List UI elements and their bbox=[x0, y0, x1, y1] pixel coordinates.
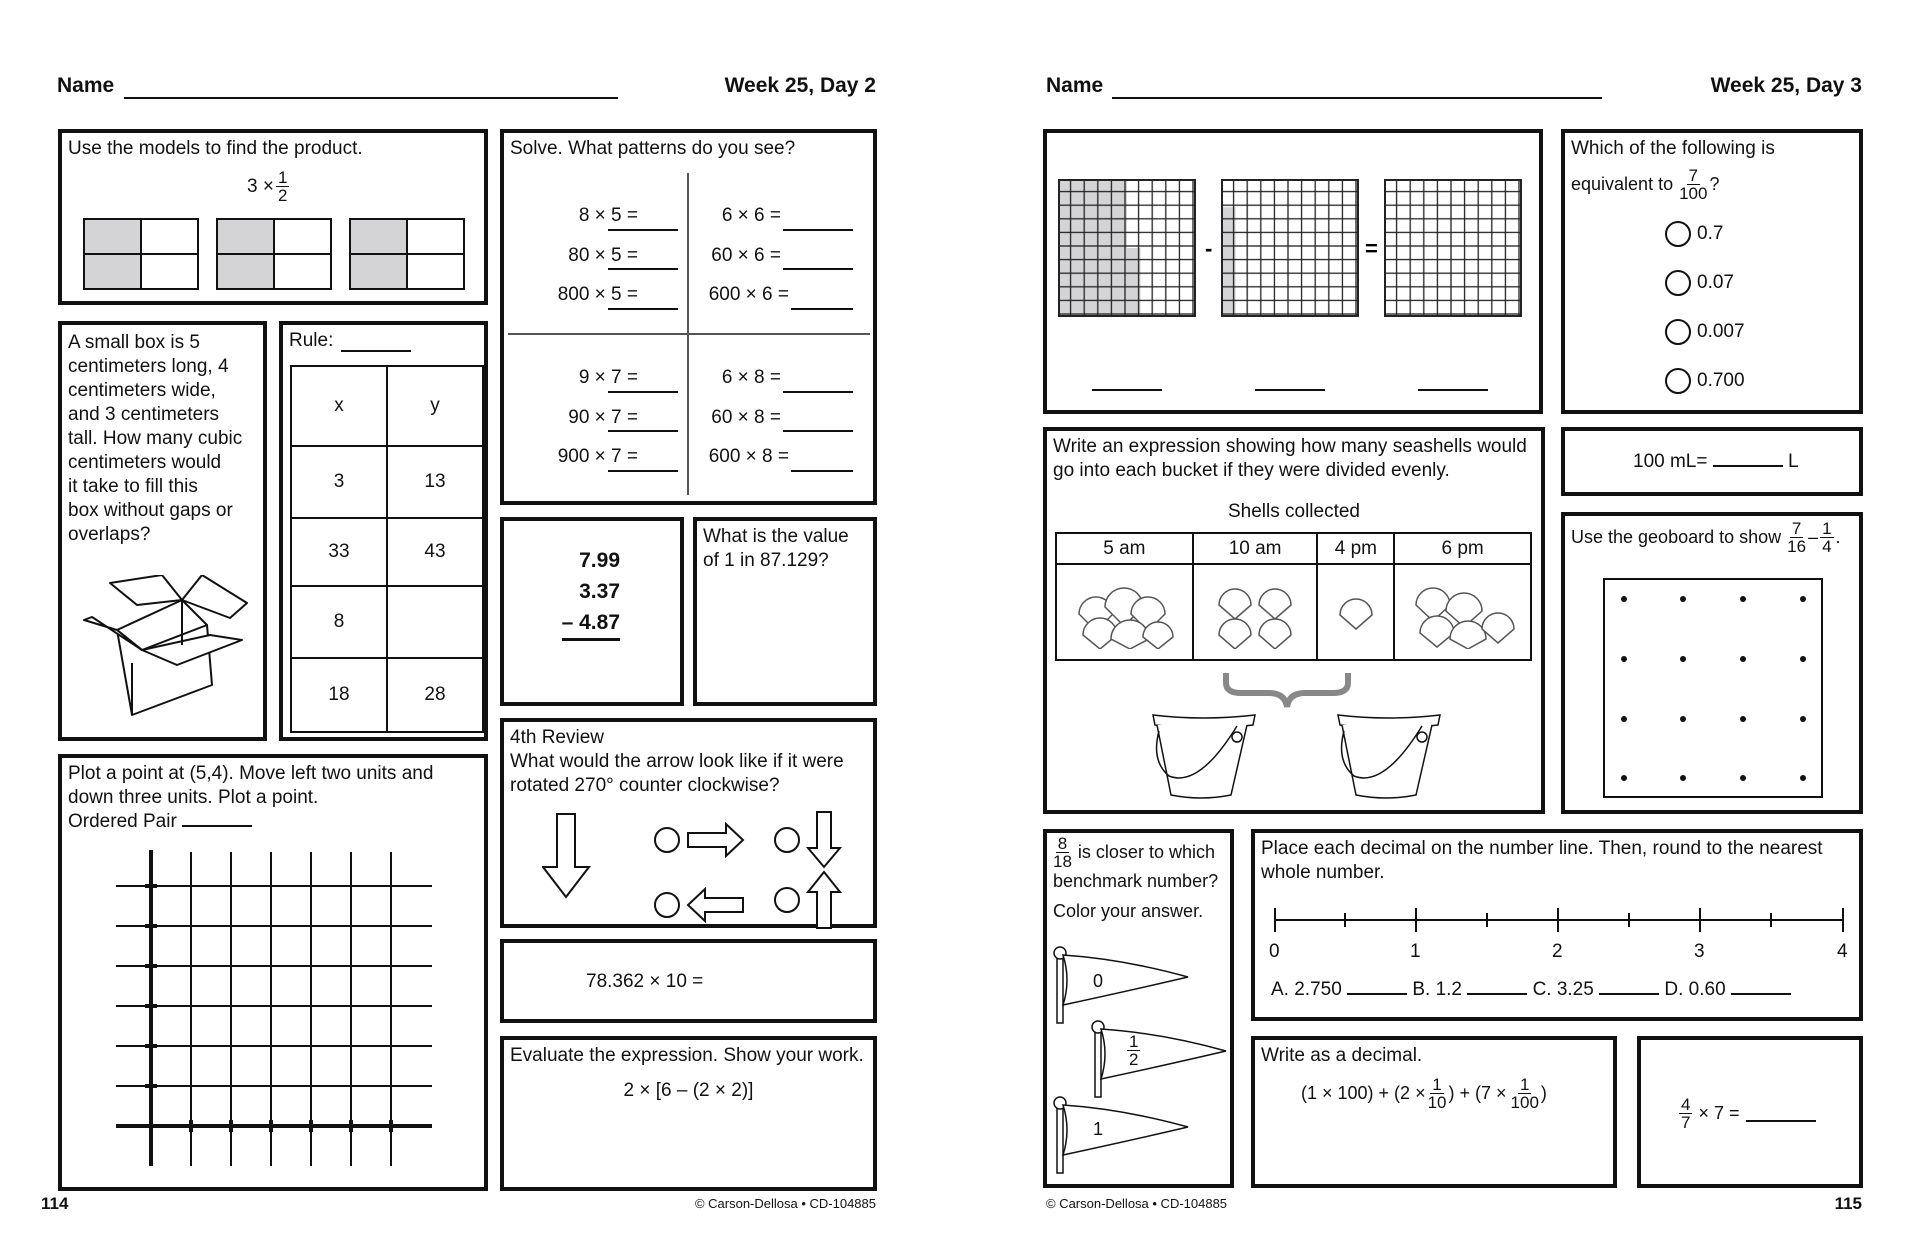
shells-cell-6pm bbox=[1394, 564, 1531, 660]
column-header: 10 am bbox=[1193, 533, 1318, 564]
option-0-007[interactable]: 0.007 bbox=[1665, 319, 1745, 345]
equation: 9 × 7 = bbox=[578, 367, 638, 388]
answer-blank[interactable] bbox=[608, 469, 678, 472]
pennant-flag-icon bbox=[1051, 1095, 1191, 1175]
number-line-prompt: Place each decimal on the number line. Then, round to the nearest whole number. bbox=[1261, 838, 1823, 883]
expanded-form-problem bbox=[1251, 1036, 1617, 1188]
answer-blank[interactable] bbox=[783, 390, 853, 393]
expr-whole: 3 × bbox=[247, 175, 274, 197]
radio-button[interactable] bbox=[654, 827, 680, 853]
pennant-0[interactable] bbox=[1051, 945, 1191, 1030]
conversion-blank[interactable] bbox=[1713, 464, 1783, 467]
equals-sign: = bbox=[1365, 236, 1378, 261]
equation: 6 × 6 = bbox=[721, 205, 781, 226]
decimal-subtraction-problem bbox=[500, 517, 684, 706]
radio-button[interactable] bbox=[774, 887, 800, 913]
tick-label: 0 bbox=[1269, 941, 1280, 962]
option-arrow-up[interactable] bbox=[774, 870, 842, 930]
equation: 60 × 6 = bbox=[711, 245, 781, 266]
expanded-expression: (1 × 100) + (2 × $\frac{1}{10}$ ) + (7 × $\frac{1}{100}$ ) bbox=[1301, 1075, 1547, 1112]
grid-3 bbox=[1385, 180, 1521, 316]
benchmark-instruction: Color your answer. bbox=[1053, 901, 1204, 921]
equation: 800 × 5 = bbox=[557, 284, 638, 305]
column-header: 5 am bbox=[1056, 533, 1193, 564]
column-header: 4 pm bbox=[1317, 533, 1394, 564]
ordered-pair-blank[interactable] bbox=[182, 824, 252, 827]
table-cell: 18 bbox=[291, 658, 387, 732]
equivalent-prompt-line2: equivalent to $\frac{7}{100}$ ? bbox=[1571, 166, 1720, 203]
table-cell: 33 bbox=[291, 518, 387, 586]
conversion-expression: 100 mL= L bbox=[1633, 451, 1799, 472]
place-value-text: What is the value of 1 in 87.129? bbox=[703, 526, 849, 571]
table-cell-empty[interactable] bbox=[387, 586, 483, 658]
horizontal-divider bbox=[508, 333, 870, 335]
pennant-half[interactable] bbox=[1089, 1019, 1229, 1104]
volume-problem bbox=[58, 321, 267, 741]
rule-blank[interactable] bbox=[341, 349, 411, 352]
seashell-icon bbox=[1069, 569, 1179, 649]
answer-blank[interactable] bbox=[1467, 992, 1527, 995]
evaluate-expression: 2 × [6 – (2 × 2)] bbox=[623, 1080, 754, 1101]
review-text: 4th Review What would the arrow look like if it were rotated 270° counter clockwise? bbox=[510, 727, 844, 796]
pennant-flag-icon bbox=[1089, 1019, 1229, 1099]
answer-blank[interactable] bbox=[783, 267, 853, 270]
grid-1 bbox=[1059, 180, 1195, 316]
option-arrow-down[interactable] bbox=[774, 810, 842, 870]
copyright: © Carson-Dellosa • CD-104885 bbox=[1046, 1196, 1228, 1211]
benchmark-problem bbox=[1043, 829, 1234, 1188]
page-number: 115 bbox=[1834, 1194, 1862, 1213]
radio-button[interactable] bbox=[654, 892, 680, 918]
multiply-expression: 78.362 × 10 = bbox=[586, 971, 704, 992]
equivalent-prompt-line1: Which of the following is bbox=[1571, 138, 1775, 159]
answer-blank[interactable] bbox=[608, 390, 678, 393]
table-cell: 3 bbox=[291, 446, 387, 518]
box-illustration-icon bbox=[82, 575, 252, 725]
option-arrow-right[interactable] bbox=[654, 822, 746, 858]
decimal-items: A. 2.750 B. 1.2 C. 3.25 D. 0.60 bbox=[1271, 979, 1791, 1001]
radio-button[interactable] bbox=[774, 827, 800, 853]
option-0-700[interactable]: 0.700 bbox=[1665, 368, 1745, 394]
name-field[interactable] bbox=[124, 97, 618, 99]
model-3 bbox=[350, 219, 464, 289]
geoboard-prompt: Use the geoboard to show $\frac{7}{16}$ – $\frac{1}{4}$ . bbox=[1571, 519, 1841, 556]
fraction-multiply-problem bbox=[1637, 1036, 1863, 1188]
benchmark-line1: $\frac{8}{18}$ is closer to which bbox=[1053, 834, 1215, 871]
answer-blank[interactable] bbox=[791, 307, 853, 310]
seashell-icon bbox=[1408, 569, 1518, 649]
week-day-title: Week 25, Day 3 bbox=[1710, 74, 1862, 97]
number-line-problem bbox=[1251, 829, 1863, 1021]
hundredths-grid-problem bbox=[1043, 129, 1543, 414]
geoboard[interactable] bbox=[1603, 578, 1827, 802]
rule-label: Rule: bbox=[289, 330, 334, 351]
table-cell: 13 bbox=[387, 446, 483, 518]
name-label: Name bbox=[1046, 74, 1104, 97]
pennant-label: 1 bbox=[1093, 1119, 1104, 1139]
week-day-title: Week 25, Day 2 bbox=[724, 74, 876, 97]
evaluate-prompt: Evaluate the expression. Show your work. bbox=[510, 1045, 864, 1066]
answer-blank[interactable] bbox=[783, 429, 853, 432]
coordinate-grid[interactable] bbox=[116, 850, 436, 1170]
patterns-prompt: Solve. What patterns do you see? bbox=[510, 138, 796, 159]
equation: 6 × 8 = bbox=[721, 367, 781, 388]
table-title: Shells collected bbox=[1227, 501, 1361, 522]
shells-table bbox=[1055, 532, 1532, 661]
radio-button[interactable] bbox=[1665, 270, 1691, 296]
equation: 600 × 8 = bbox=[708, 446, 789, 467]
seashells-prompt: Write an expression showing how many seashells would go into each bucket if they were divided evenly. bbox=[1053, 436, 1527, 481]
option-arrow-left[interactable] bbox=[654, 887, 746, 923]
subtraction-stack: 7.99 3.37 – 4.87 bbox=[562, 545, 620, 641]
plot-point-problem bbox=[58, 754, 488, 1191]
equation: 60 × 8 = bbox=[711, 407, 781, 428]
answer-blank[interactable] bbox=[1599, 992, 1659, 995]
option-0-7[interactable]: 0.7 bbox=[1665, 221, 1723, 247]
ordered-pair-label: Ordered Pair bbox=[68, 811, 177, 832]
tick-label: 2 bbox=[1552, 941, 1563, 962]
table-cell: 28 bbox=[387, 658, 483, 732]
decimal-prompt: Write as a decimal. bbox=[1261, 1045, 1423, 1066]
grid-2 bbox=[1222, 180, 1358, 316]
seashell-icon bbox=[1205, 569, 1305, 649]
radio-button[interactable] bbox=[1665, 319, 1691, 345]
name-label: Name bbox=[57, 74, 115, 97]
pennant-flag-icon bbox=[1051, 945, 1191, 1025]
model-2 bbox=[217, 219, 331, 289]
answer-blank[interactable] bbox=[1746, 1119, 1816, 1122]
arrow-down-icon bbox=[542, 812, 592, 902]
bucket-icon bbox=[1147, 711, 1257, 801]
arrow-right-icon bbox=[686, 822, 746, 858]
equation: 8 × 5 = bbox=[578, 205, 638, 226]
answer-blank[interactable] bbox=[608, 307, 678, 310]
option-0-07[interactable]: 0.07 bbox=[1665, 270, 1734, 296]
brace-icon bbox=[1222, 671, 1352, 711]
radio-button[interactable] bbox=[1665, 221, 1691, 247]
unit-conversion-problem bbox=[1561, 427, 1863, 496]
equation: 80 × 5 = bbox=[568, 245, 638, 266]
equation: 600 × 6 = bbox=[708, 284, 789, 305]
tick-label: 3 bbox=[1694, 941, 1705, 962]
shells-cell-4pm bbox=[1317, 564, 1394, 660]
column-header-y: y bbox=[387, 366, 483, 446]
seashells-problem bbox=[1043, 427, 1545, 814]
review-title: 4th Review bbox=[510, 727, 604, 748]
answer-blank[interactable] bbox=[791, 469, 853, 472]
number-line[interactable] bbox=[1273, 905, 1849, 935]
plot-text: Plot a point at (5,4). Move left two units and down three units. Plot a point. Ordered Pair bbox=[68, 763, 434, 832]
answer-blank[interactable] bbox=[1731, 992, 1791, 995]
hundredths-grids bbox=[1057, 178, 1537, 398]
fraction-models bbox=[82, 217, 472, 293]
rotation-review-problem bbox=[500, 718, 877, 928]
shells-cell-5am bbox=[1056, 564, 1193, 660]
tick-label: 4 bbox=[1837, 941, 1848, 962]
models-expression bbox=[247, 169, 291, 204]
table-cell: 8 bbox=[291, 586, 387, 658]
seashell-icon bbox=[1326, 579, 1386, 639]
volume-text: A small box is 5 centimeters long, 4 centimeters wide, and 3 centimeters tall. How many cubic centimeters would it take to fill this box without gaps or overlaps? bbox=[68, 332, 243, 545]
pennant-label: 0 bbox=[1093, 971, 1104, 991]
expr-fraction: $\frac{1}{2}$ bbox=[277, 168, 288, 205]
answer-blank[interactable] bbox=[608, 429, 678, 432]
answer-blank[interactable] bbox=[608, 228, 678, 231]
evaluate-expression-problem bbox=[500, 1036, 877, 1191]
place-value-problem bbox=[693, 517, 877, 706]
minus-sign: - bbox=[1205, 236, 1213, 261]
tick-label: 1 bbox=[1410, 941, 1421, 962]
equation: 900 × 7 = bbox=[557, 446, 638, 467]
equation: 90 × 7 = bbox=[568, 407, 638, 428]
pennant-1[interactable] bbox=[1051, 1095, 1191, 1180]
arrow-down-icon bbox=[806, 810, 842, 870]
radio-button[interactable] bbox=[1665, 368, 1691, 394]
fraction-multiply-expression: $\frac{4}{7}$ × 7 = bbox=[1677, 1096, 1816, 1131]
models-prompt: Use the models to find the product. bbox=[68, 138, 363, 159]
table-cell: 43 bbox=[387, 518, 483, 586]
answer-blank[interactable] bbox=[608, 267, 678, 270]
pennant-label: $\frac{1}{2}$ bbox=[1129, 1032, 1139, 1069]
shells-cell-10am bbox=[1193, 564, 1318, 660]
multiply-by-ten-problem bbox=[500, 939, 877, 1023]
name-field[interactable] bbox=[1112, 97, 1602, 99]
bucket-icon bbox=[1332, 711, 1442, 801]
xy-table bbox=[290, 365, 484, 733]
copyright: © Carson-Dellosa • CD-104885 bbox=[694, 1196, 876, 1211]
benchmark-line2: benchmark number? bbox=[1053, 871, 1219, 891]
column-header-x: x bbox=[291, 366, 387, 446]
models-problem bbox=[58, 129, 488, 305]
column-header: 6 pm bbox=[1394, 533, 1531, 564]
answer-blank[interactable] bbox=[783, 228, 853, 231]
model-1 bbox=[84, 219, 198, 289]
page-number: 114 bbox=[41, 1194, 69, 1213]
rule-table-problem bbox=[279, 321, 488, 741]
patterns-problem bbox=[500, 129, 877, 505]
equivalent-fraction-problem bbox=[1561, 129, 1863, 414]
geoboard-problem bbox=[1561, 512, 1863, 814]
arrow-left-icon bbox=[686, 887, 746, 923]
arrow-up-icon bbox=[806, 870, 842, 930]
answer-blank[interactable] bbox=[1347, 992, 1407, 995]
